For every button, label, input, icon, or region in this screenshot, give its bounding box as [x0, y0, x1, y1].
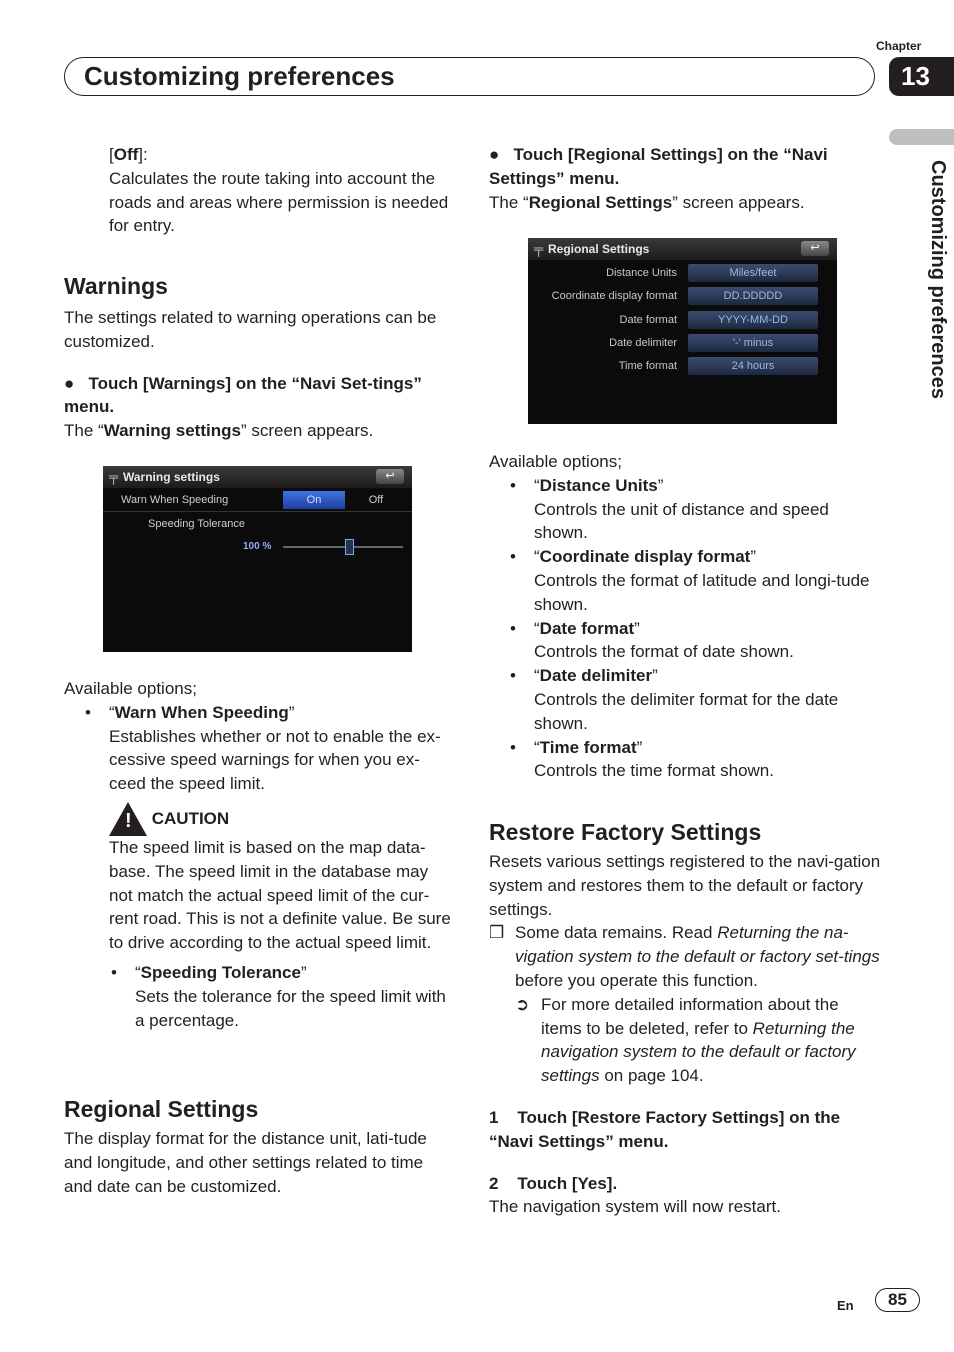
caution-label: CAUTION: [151, 808, 230, 828]
settings-row-value-button[interactable]: DD.DDDDD: [688, 287, 818, 305]
settings-row-value-button[interactable]: 24 hours: [688, 357, 818, 375]
settings-row[interactable]: [528, 264, 837, 284]
bullet-icon: ●: [64, 373, 75, 393]
note-item: ❒ Some data remains. Read Returning the na-vigation system to the default or factory set-tings before you operate this function.: [489, 923, 880, 990]
back-button[interactable]: ↩: [801, 241, 829, 256]
bullet-icon: ●: [489, 145, 500, 164]
arrow-icon: ➲: [515, 994, 530, 1014]
list-item: • “Distance Units” Controls the unit of distance and speed shown.: [510, 475, 829, 543]
regional-settings-screenshot: [528, 238, 837, 424]
tool-icon: ╤: [109, 469, 119, 484]
caution-warning-icon: !: [109, 802, 147, 836]
regional-step: ● Touch [Regional Settings] on the “Navi Settings” menu.: [489, 145, 828, 188]
list-item: • “Date format” Controls the format of date shown.: [510, 618, 794, 662]
off-label: Off: [113, 145, 139, 164]
side-tab-label: Customizing preferences: [927, 160, 949, 399]
off-description: Calculates the route taking into account the roads and areas where permission is needed for entry.: [109, 168, 449, 236]
language-label: En: [837, 1298, 854, 1313]
warning-options: [64, 677, 456, 1032]
list-item: • “Coordinate display format” Controls the format of latitude and longi-tude shown.: [510, 547, 870, 614]
settings-row-label: Time format: [618, 360, 677, 373]
step-2: 2 Touch [Yes].: [489, 1173, 618, 1193]
warn-when-speeding-label: Warn When Speeding: [121, 494, 229, 506]
settings-row[interactable]: [528, 357, 837, 377]
tolerance-percent: 100 %: [243, 541, 272, 552]
caution-block: [109, 802, 456, 955]
restore-intro: Resets various settings registered to the navi-gation system and restores them to the default or factory settings.: [489, 852, 881, 919]
settings-row-value-button[interactable]: Miles/feet: [688, 264, 818, 282]
settings-row[interactable]: [528, 311, 837, 331]
step-1: 1 Touch [Restore Factory Settings] on the “Navi Settings” menu.: [489, 1107, 841, 1151]
settings-row-label: Date format: [619, 313, 677, 326]
speeding-tolerance-label: Speeding Tolerance: [148, 518, 246, 530]
settings-row-value-button[interactable]: '-' minus: [688, 334, 818, 352]
screen-title: Regional Settings: [548, 242, 650, 256]
list-item: • “Time format” Controls the time format shown.: [510, 737, 774, 781]
available-options-label: Available options;: [489, 452, 622, 471]
regional-options: [489, 450, 881, 783]
back-button[interactable]: ↩: [376, 469, 404, 484]
available-options-label: Available options;: [64, 679, 197, 698]
off-option: [Off]: Calculates the route taking into account the roads and areas where permission is needed for entry.: [109, 143, 454, 238]
settings-row-value-button[interactable]: YYYY-MM-DD: [688, 311, 818, 329]
settings-row-label: Coordinate display format: [551, 290, 677, 303]
warnings-intro: The settings related to warning operations can be customized.: [64, 308, 437, 351]
on-button[interactable]: On: [283, 491, 345, 509]
screen-title-bar: [528, 238, 837, 260]
screen-title: Warning settings: [123, 470, 220, 484]
checkbox-icon: ❒: [489, 923, 505, 943]
regional-result: The “Regional Settings” screen appears.: [489, 192, 805, 212]
caution-text: The speed limit is based on the map data-base. The speed limit in the database may not match the actual speed limit of the cur-rent road. This is not a definite value. Be sure to drive according to the actual speed limit.: [109, 837, 451, 953]
tolerance-slider-handle[interactable]: [345, 539, 354, 555]
divider: [103, 511, 412, 512]
settings-row[interactable]: [528, 287, 837, 307]
side-tab-marker: [889, 129, 954, 145]
screen-title-bar: [103, 466, 412, 488]
settings-row[interactable]: [528, 334, 837, 354]
chapter-label: Chapter: [876, 39, 922, 53]
tolerance-slider-track: [283, 546, 403, 548]
warnings-heading: Warnings: [64, 273, 168, 299]
warnings-section: [64, 272, 456, 443]
page-number: 85: [875, 1288, 920, 1312]
restore-heading: Restore Factory Settings: [489, 819, 762, 845]
regional-section: [64, 1095, 456, 1198]
warning-settings-screenshot: [103, 466, 412, 652]
warnings-step: ● Touch [Warnings] on the “Navi Set-tings” menu.: [64, 373, 422, 417]
reference-item: ➲ For more detailed information about the items to be deleted, refer to Returning the navigation system to the default or factory settings on page 104.: [515, 994, 856, 1086]
regional-step-block: [489, 143, 881, 214]
settings-row-label: Date delimiter: [609, 336, 677, 349]
chapter-number: 13: [889, 57, 954, 96]
step-2-result: The navigation system will now restart.: [489, 1197, 781, 1217]
regional-intro: The display format for the distance unit, lati-tude and longitude, and other settings related to time and date can be customized.: [64, 1129, 427, 1196]
settings-row-label: Distance Units: [606, 267, 677, 279]
off-button[interactable]: Off: [368, 494, 384, 506]
list-item: • “Warn When Speeding” Establishes whether or not to enable the ex-cessive speed warnings for when you ex-ceed the speed limit.: [85, 702, 441, 794]
tool-icon: ╤: [534, 241, 544, 256]
warnings-result: The “Warning settings” screen appears.: [64, 421, 374, 441]
restore-section: [489, 818, 881, 1219]
list-item: • “Speeding Tolerance” Sets the tolerance for the speed limit with a percentage.: [111, 962, 446, 1030]
list-item: • “Date delimiter” Controls the delimiter format for the date shown.: [510, 666, 839, 733]
regional-heading: Regional Settings: [64, 1096, 259, 1122]
page-title: Customizing preferences: [84, 61, 395, 91]
